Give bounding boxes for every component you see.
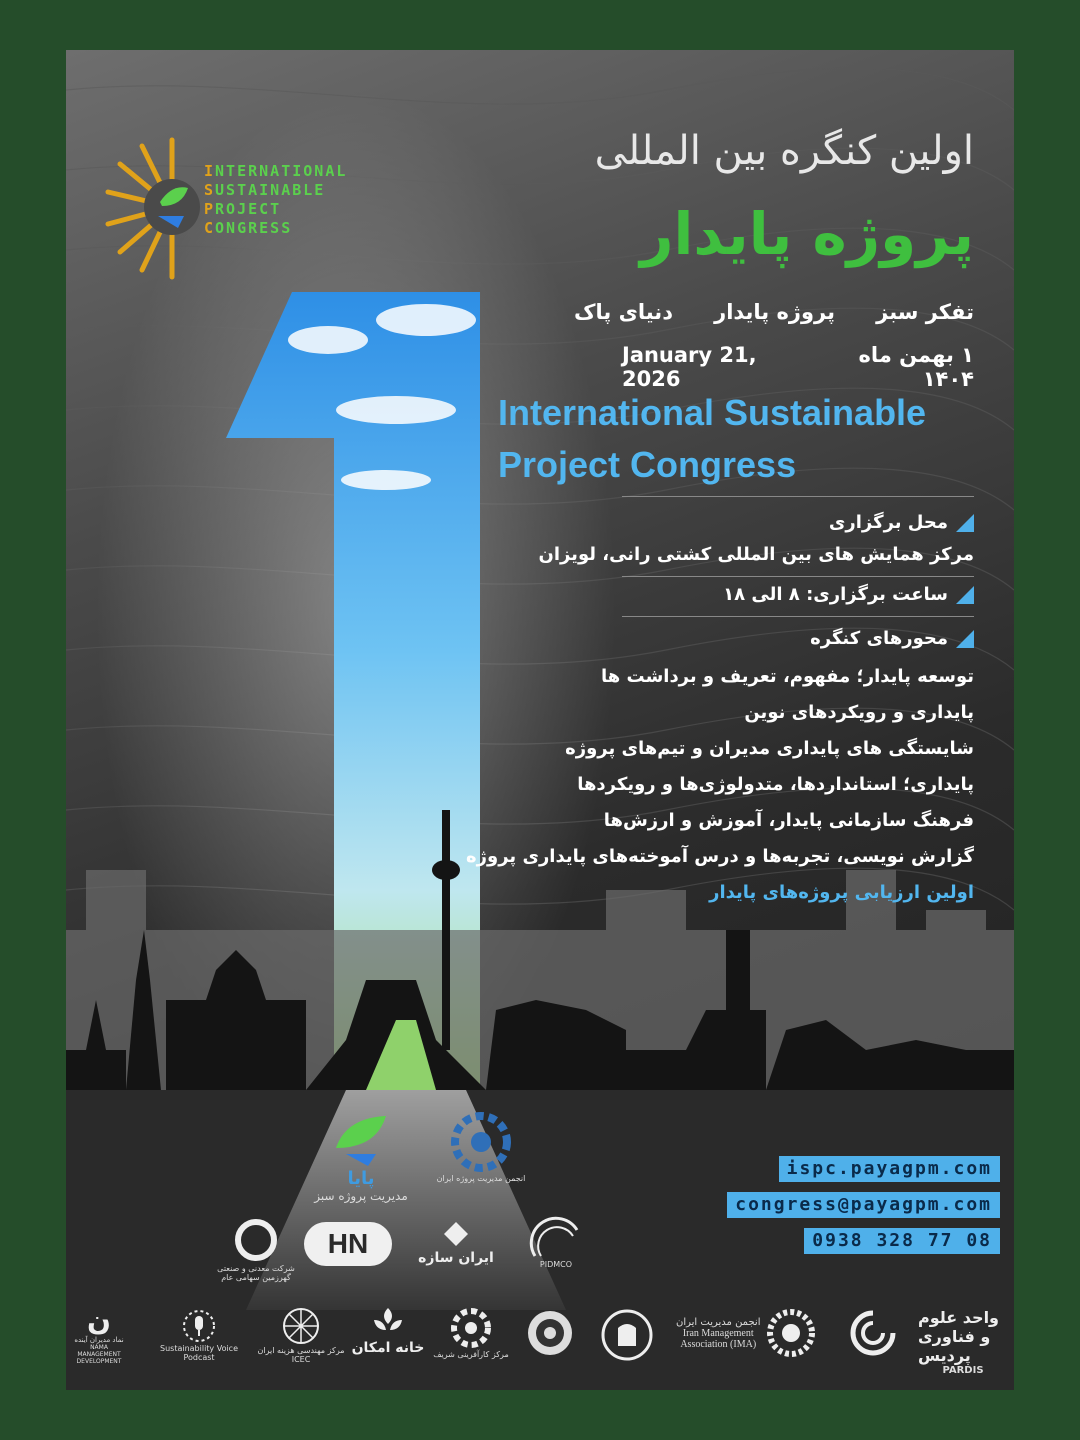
title-en-line1: International Sustainable: [498, 392, 927, 433]
leaf-cluster-icon: [368, 1306, 408, 1340]
topic-item: پایداری و رویکردهای نوین: [744, 702, 974, 723]
paya-name: پایا: [347, 1168, 375, 1189]
paya-leaf-icon: [326, 1108, 396, 1168]
pardis-logo: [918, 1308, 1008, 1376]
divider: [622, 576, 974, 577]
logo-line: CONGRESS: [204, 219, 293, 237]
email-link[interactable]: congress@payagpm.com: [727, 1192, 1000, 1218]
paya-subtitle: مدیریت پروژه سبز: [314, 1189, 408, 1203]
pardis-fa: واحد علوم و فناوری پردیس: [918, 1308, 999, 1365]
logo-line: SUSTAINABLE: [204, 181, 326, 199]
logo-line: INTERNATIONAL: [204, 162, 348, 180]
paya-logo: [306, 1108, 416, 1203]
venue-heading: [829, 512, 974, 533]
icec-en: ICEC: [291, 1355, 311, 1364]
poster: [66, 50, 1014, 1390]
podcast-label: Podcast: [183, 1353, 215, 1362]
title-fa-line2: پروژه پایدار: [640, 200, 974, 268]
academic-seal-icon: [600, 1308, 654, 1362]
university-seal-icon: [525, 1308, 575, 1358]
icec-fa: مرکز مهندسی هزینه ایران: [257, 1346, 345, 1355]
tagline-item: تفکر سبز: [876, 300, 974, 324]
hn-wordmark: HN: [304, 1222, 392, 1266]
pidmco-logo: [506, 1216, 606, 1269]
pidmco-name: PIDMCO: [539, 1260, 573, 1269]
triangle-bullet-icon: [956, 630, 974, 648]
ipma-gear-icon: [449, 1110, 513, 1174]
ima-logo: [676, 1308, 826, 1358]
hn-logo: [298, 1222, 398, 1266]
ipma-name: انجمن مدیریت پروژه ایران: [436, 1174, 526, 1183]
microphone-icon: [181, 1308, 217, 1344]
topic-item: گزارش نویسی، تجربه‌ها و درس آموخته‌های پایداری پروژه: [466, 846, 974, 867]
khaneh-name: خانه امکان: [351, 1340, 425, 1356]
hours-text: ساعت برگزاری: ۸ الی ۱۸: [723, 584, 948, 605]
tagline-item: پروژه پایدار: [714, 300, 835, 324]
sharif-name: مرکز کارآفرینی شریف: [433, 1350, 509, 1359]
venue-value: مرکز همایش های بین المللی کشتی رانی، لویزان: [538, 544, 974, 565]
divider: [622, 496, 974, 497]
tagline: [574, 300, 974, 324]
triangle-bullet-icon: [956, 586, 974, 604]
podcast-logo: [144, 1308, 254, 1362]
nama-fa: نماد مدیران آینده: [74, 1336, 124, 1344]
topic-item: پایداری؛ استانداردها، متدولوژی‌ها و رویکردها: [577, 774, 974, 795]
date-fa: ۱ بهمن ماه ۱۴۰۴: [858, 343, 974, 391]
podcast-name: Sustainability Voice: [160, 1344, 238, 1353]
nama-logo: [70, 1306, 128, 1365]
ima-en-2: Association (IMA): [680, 1338, 757, 1350]
sharif-logo: [428, 1306, 514, 1359]
phone-number[interactable]: 0938 328 77 08: [804, 1228, 1000, 1254]
swirl-logo: [838, 1308, 908, 1358]
congress-logo-text: [204, 162, 347, 238]
sharif-gear-icon: [449, 1306, 493, 1350]
academic-seal-logo: [592, 1308, 662, 1362]
city-skyline: [66, 750, 1014, 1090]
khaneh-emkan-logo: [350, 1306, 426, 1356]
swirl-icon: [848, 1308, 898, 1358]
iransazeh-logo: [406, 1222, 506, 1266]
topics-heading-text: محورهای کنگره: [810, 628, 948, 649]
pardis-en: PARDIS: [942, 1365, 984, 1376]
divider: [622, 616, 974, 617]
iransazeh-diamond-icon: [438, 1222, 474, 1250]
nama-mark: ن: [87, 1304, 111, 1337]
ima-en-1: Iran Management: [682, 1327, 754, 1339]
icec-globe-icon: [281, 1306, 321, 1346]
gohar-name: شرکت معدنی و صنعتی گهرزمین سهامی عام: [217, 1264, 295, 1282]
ipma-logo: [426, 1110, 536, 1183]
logo-line: PROJECT: [204, 200, 282, 218]
event-dates: [622, 343, 974, 391]
title-en-line2: Project Congress: [498, 444, 797, 485]
gohar-ring-icon: [232, 1216, 280, 1264]
topic-item: شایستگی های پایداری مدیران و تیم‌های پروژه: [565, 738, 974, 759]
iransazeh-name: ایران سازه: [418, 1250, 494, 1266]
ima-text: [676, 1317, 760, 1350]
venue-heading-text: محل برگزاری: [828, 512, 948, 533]
pidmco-arc-icon: [529, 1216, 583, 1260]
date-en: January 21, 2026: [622, 343, 757, 391]
ima-wheel-icon: [766, 1308, 816, 1358]
topics-heading: [810, 628, 974, 649]
university-seal-logo: [520, 1308, 580, 1358]
ima-fa: انجمن مدیریت ایران: [676, 1316, 761, 1328]
topic-item: فرهنگ سازمانی پایدار، آموزش و ارزش‌ها: [603, 810, 974, 831]
nama-en: NAMA MANAGEMENT DEVELOPMENT: [76, 1344, 122, 1365]
triangle-bullet-icon: [956, 514, 974, 532]
website-link[interactable]: ispc.payagpm.com: [779, 1156, 1000, 1182]
topic-highlight: اولین ارزیابی پروژه‌های پایدار: [709, 882, 974, 903]
title-fa-line1: اولین کنگره بین المللی: [594, 128, 974, 174]
hours: [723, 584, 974, 605]
title-en: [498, 387, 998, 491]
gohar-logo: [206, 1216, 306, 1282]
tagline-item: دنیای پاک: [574, 300, 673, 324]
icec-logo: [256, 1306, 346, 1364]
topic-item: توسعه پایدار؛ مفهوم، تعریف و برداشت ها: [601, 666, 974, 687]
